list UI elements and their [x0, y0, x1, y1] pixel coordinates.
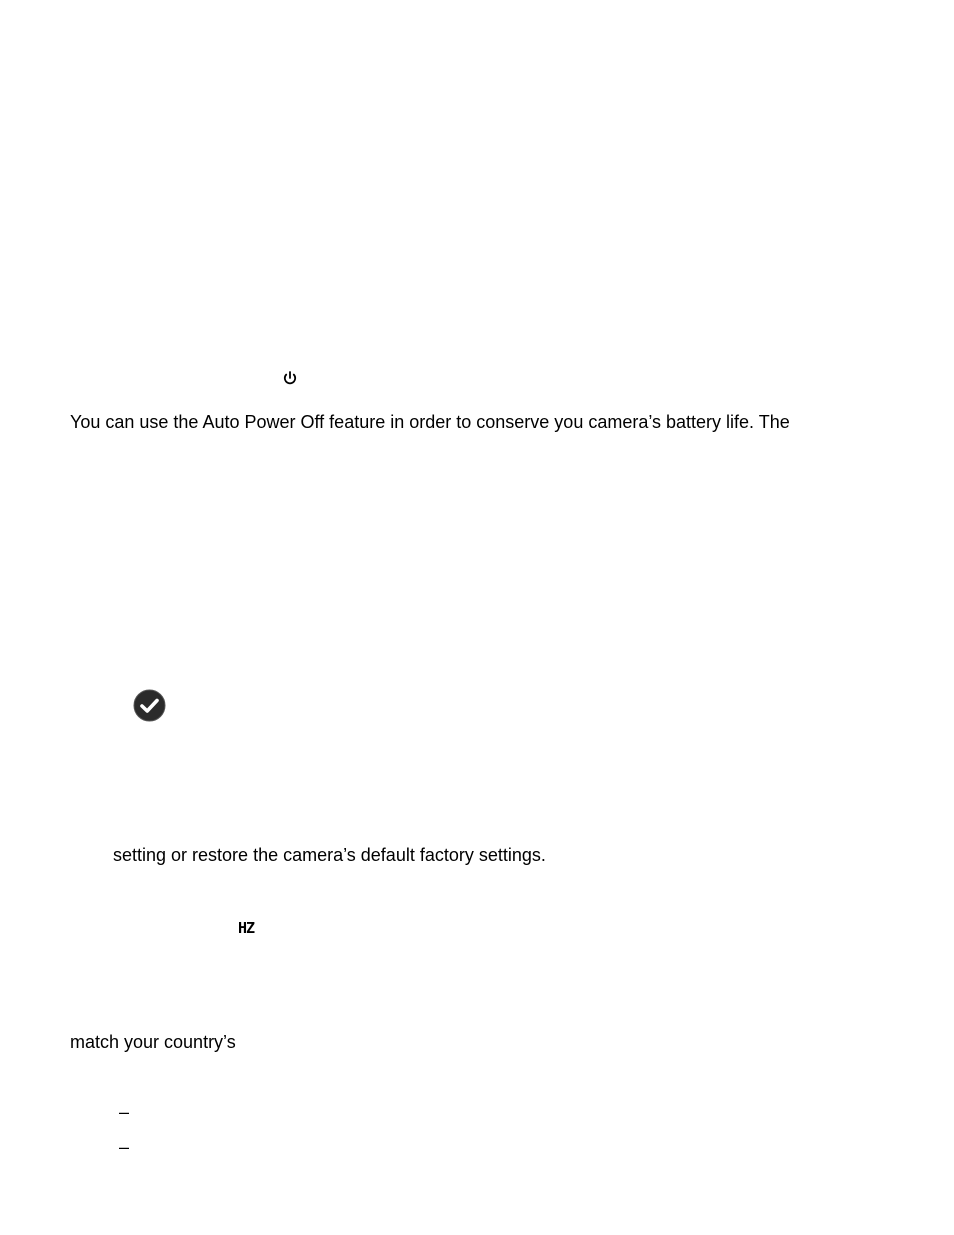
auto-power-off-paragraph: You can use the Auto Power Off feature in order to conserve you camera’s battery life. The	[70, 412, 790, 432]
frequency-icon: HZ	[238, 919, 255, 937]
check-circle-icon	[133, 689, 166, 722]
reset-settings-line: setting or restore the camera’s default factory settings.	[113, 845, 546, 865]
list-dash: –	[119, 1137, 130, 1157]
country-match-line: match your country’s	[70, 1032, 236, 1052]
power-icon	[282, 370, 298, 386]
list-dash: –	[119, 1102, 130, 1122]
